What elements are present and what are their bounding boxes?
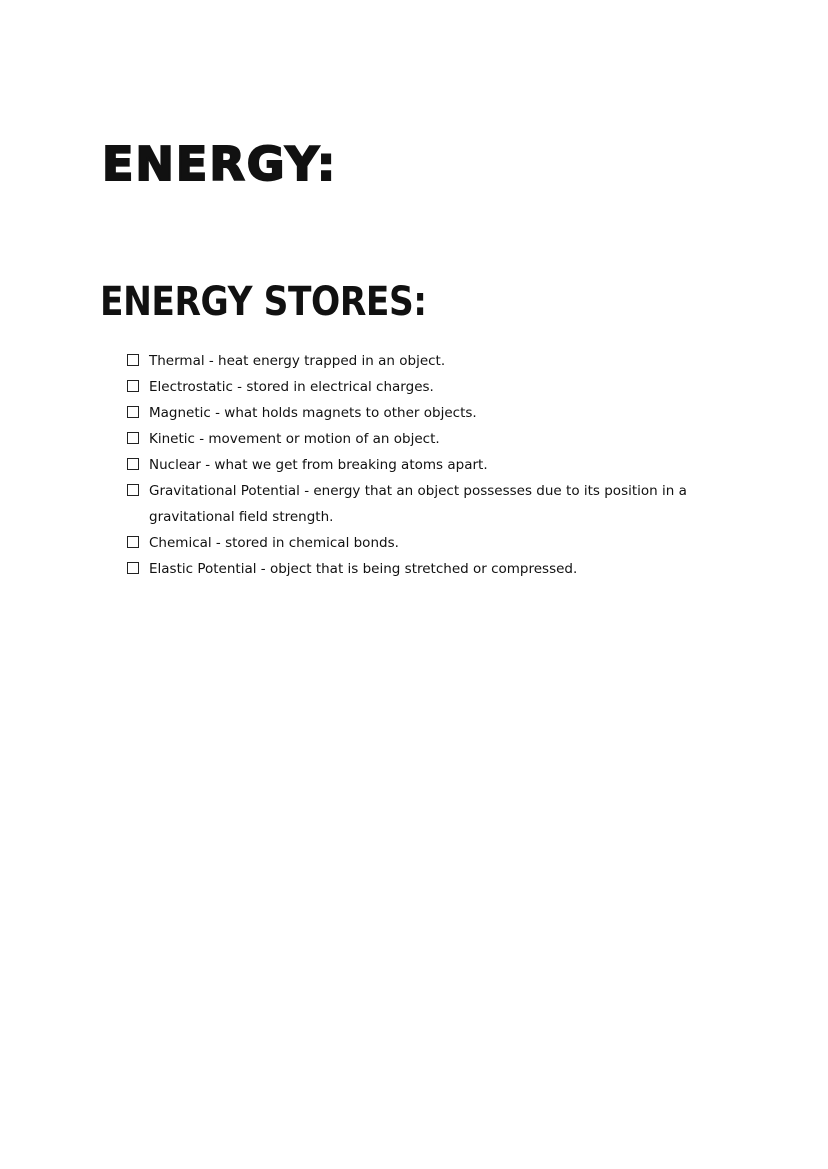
checklist-item-nuclear	[127, 452, 727, 478]
energy-stores-checklist	[127, 348, 727, 582]
checkbox-icon[interactable]	[127, 406, 139, 418]
checklist-item-text: Chemical - stored in chemical bonds.	[149, 535, 399, 551]
checkbox-icon[interactable]	[127, 380, 139, 392]
checkbox-icon[interactable]	[127, 432, 139, 444]
checklist-item-elastic-potential	[127, 556, 727, 582]
checklist-item-electrostatic	[127, 374, 727, 400]
checklist-item-text: Kinetic - movement or motion of an object.	[149, 431, 440, 447]
checklist-item-text: Nuclear - what we get from breaking atoms apart.	[149, 457, 488, 473]
checkbox-icon[interactable]	[127, 536, 139, 548]
checkbox-icon[interactable]	[127, 562, 139, 574]
checkbox-icon[interactable]	[127, 354, 139, 366]
checklist-item-text: Elastic Potential - object that is being stretched or compressed.	[149, 561, 578, 577]
checklist-item-text: Thermal - heat energy trapped in an object.	[149, 353, 446, 369]
checkbox-icon[interactable]	[127, 458, 139, 470]
page-title: ENERGY:	[102, 137, 338, 191]
checklist-item-chemical	[127, 530, 727, 556]
checklist-item-thermal	[127, 348, 727, 374]
checklist-item-text: Gravitational Potential - energy that an object possesses due to its position in a gravitational field strength.	[149, 483, 687, 525]
section-heading: ENERGY STORES:	[100, 279, 427, 325]
checkbox-icon[interactable]	[127, 484, 139, 496]
checklist-item-gravitational-potential	[127, 478, 727, 530]
checklist-item-text: Electrostatic - stored in electrical charges.	[149, 379, 434, 395]
checklist-item-text: Magnetic - what holds magnets to other objects.	[149, 405, 477, 421]
checklist-item-magnetic	[127, 400, 727, 426]
checklist-item-kinetic	[127, 426, 727, 452]
